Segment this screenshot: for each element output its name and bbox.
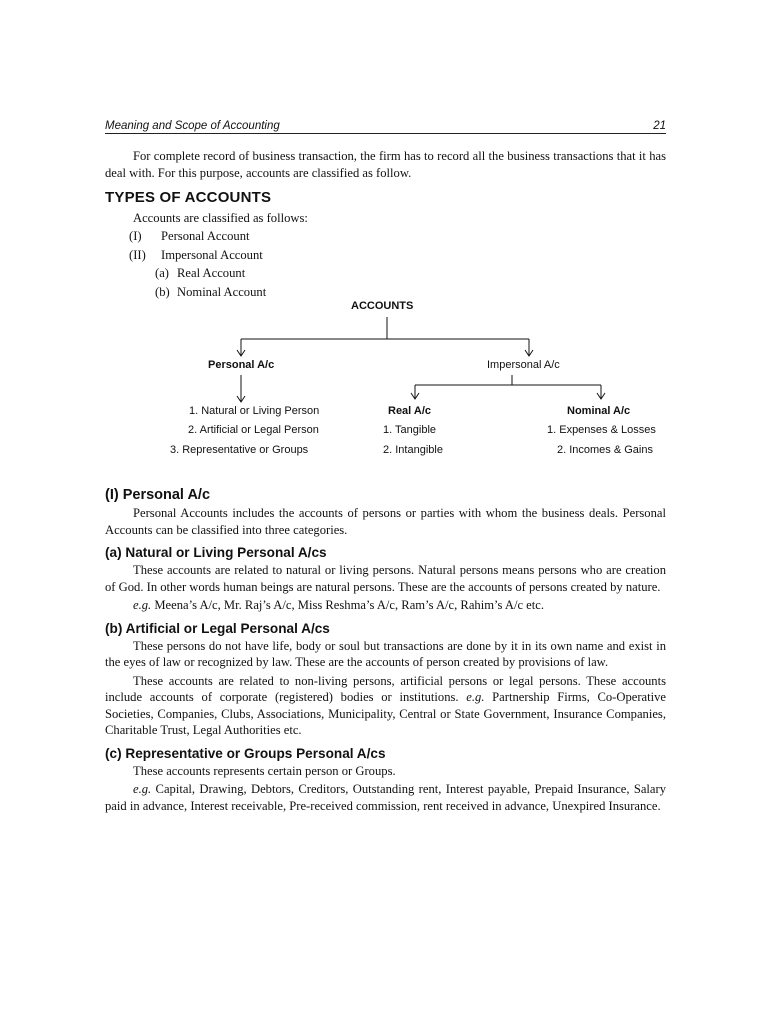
diagram-personal-item: 2. Artificial or Legal Person xyxy=(188,424,319,436)
accounts-diagram xyxy=(97,300,667,485)
artificial-heading: (b) Artificial or Legal Personal A/cs xyxy=(105,620,330,636)
intro-paragraph: For complete record of business transaction, the firm has to record all the business transactions that it has deal with. For this purpose, accounts are classified as follow. xyxy=(105,149,666,180)
diagram-personal-item: 3. Representative or Groups xyxy=(170,444,309,456)
diagram-personal: Personal A/c xyxy=(208,359,275,371)
page xyxy=(105,120,666,814)
diagram-nominal-item: 1. Expenses & Losses xyxy=(547,424,656,436)
diagram-personal-item: 1. Natural or Living Person xyxy=(189,405,320,417)
diagram-nominal: Nominal A/c xyxy=(567,405,631,417)
diagram-impersonal: Impersonal A/c xyxy=(487,359,560,371)
types-heading: TYPES OF ACCOUNTS xyxy=(105,189,272,206)
personal-ac-text: Personal Accounts includes the accounts of persons or parties with whom the business deals. Personal Accounts can be classified into three categories. xyxy=(105,506,666,537)
natural-heading: (a) Natural or Living Personal A/cs xyxy=(105,545,327,560)
diagram-real-item: 1. Tangible xyxy=(383,424,437,436)
representative-heading: (c) Representative or Groups Personal A/cs xyxy=(105,745,386,761)
diagram-real-item: 2. Intangible xyxy=(383,444,443,456)
artificial-text-1: These persons do not have life, body or soul but transactions are done by it in its own name and exist in the eyes of law or recognized by law. These are the accounts of person created by provisions of law. xyxy=(105,638,666,669)
list-item: (b) Nominal Account xyxy=(155,284,267,299)
natural-text: These accounts are related to natural or living persons. Natural persons means persons who are creation of God. In other words human beings are natural persons. These are the accounts of persons created by nature. xyxy=(105,563,666,594)
natural-example: e.g. Meena’s A/c, Mr. Raj’s A/c, Miss Reshma’s A/c, Ram’s A/c, Rahim’s A/c etc. xyxy=(133,598,545,612)
artificial-text-2: These accounts are related to non-living persons, artificial persons or legal persons. These accounts include accounts of corporate (registered) bodies or institutions. e.g. Partnership Firms, Co-Operative Societies, Companies, Clubs, Associations, Municipality, Central or State Government, Insurance Companies, Charitable Trust, Legal Authorities etc. xyxy=(105,673,666,737)
types-lead: Accounts are classified as follows: xyxy=(133,211,308,225)
page-number: 21 xyxy=(653,120,666,132)
list-item: (a) Real Account xyxy=(155,266,246,280)
classification-list xyxy=(105,227,666,301)
personal-ac-heading: (I) Personal A/c xyxy=(105,487,211,503)
running-head-title: Meaning and Scope of Accounting xyxy=(105,120,280,132)
list-item: (II) Impersonal Account xyxy=(129,247,263,262)
diagram-nominal-item: 2. Incomes & Gains xyxy=(557,444,653,456)
list-item: (I) Personal Account xyxy=(129,229,250,243)
diagram-root: ACCOUNTS xyxy=(351,300,414,312)
representative-text: These accounts represents certain person or Groups. xyxy=(133,763,396,778)
diagram-real: Real A/c xyxy=(388,405,432,417)
representative-example: e.g. Capital, Drawing, Debtors, Creditors, Outstanding rent, Interest payable, Prepaid Insurance, Salary paid in advance, Interest receivable, Pre-received commission, rent received in advance, Unexpired Insurance. xyxy=(105,782,666,813)
diagram-connectors xyxy=(97,303,667,485)
running-head xyxy=(105,120,666,134)
